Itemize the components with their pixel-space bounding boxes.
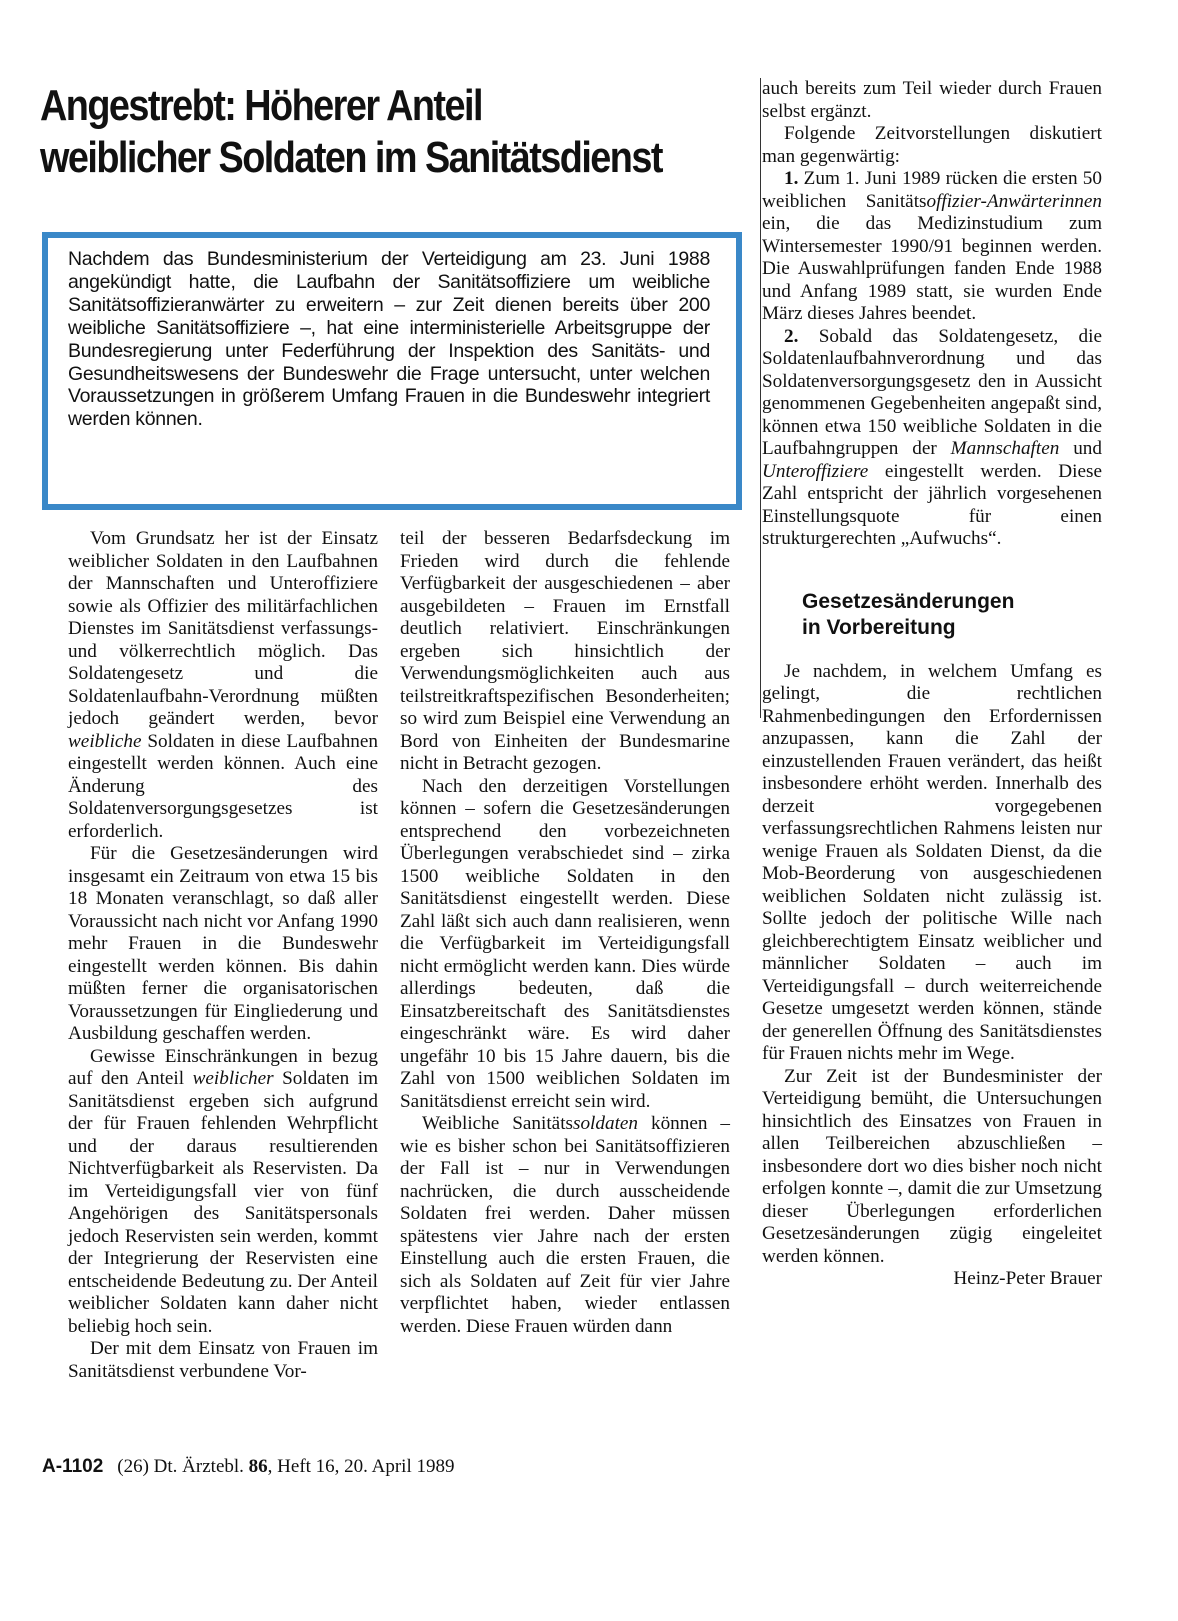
intro-box	[42, 232, 742, 510]
col3-paragraph-3: Je nachdem, in welchem Umfang es gelingt, die rechtlichen Rahmenbedingungen den Erfordernissen anzupassen, kann die Zahl der einzustellenden Frauen verändert, das heißt insbesondere erhöht werden. Innerhalb des derzeit vorgegebenen verfassungsrechtlichen Rahmens leisten nur wenige Frauen als Soldaten Dienst, da die Mob-Beorderung von ausgeschiedenen weiblichen Soldaten nicht zulässig ist. Sollte jedoch der politische Wille nach gleichberechtigtem Einsatz weiblicher und männlicher Soldaten – auch im Verteidigungsfall – durch weiterreichende Gesetze umgesetzt werden können, stände der generellen Öffnung des Sanitätsdienstes für Frauen nichts mehr im Wege.	[762, 660, 1102, 1064]
citation-prefix: (26) Dt. Ärztebl.	[117, 1456, 249, 1477]
title-line-2: weiblicher Soldaten im Sanitätsdienst	[40, 133, 662, 182]
column-2	[400, 528, 730, 1338]
author-name: Heinz-Peter Brauer	[953, 1268, 1102, 1289]
col3-paragraph-0: auch bereits zum Teil wieder durch Frauen selbst ergänzt.	[762, 78, 1102, 122]
column-1	[68, 528, 378, 1383]
column-divider	[760, 78, 761, 718]
col2-paragraph-2: Nach den derzeitigen Vorstellungen können – sofern die Gesetzesänderungen entsprechend den vorbezeichneten Überlegungen verabschiedet sind – zirka 1500 weibliche Soldaten in den Sanitätsdienst eingestellt werden. Diese Zahl läßt sich auch dann realisieren, wenn die Verfügbarkeit im Verteidigungsfall nicht ermöglicht werden kann. Dies würde allerdings bedeuten, daß die Einsatzbereitschaft des Sanitätsdienstes eingeschränkt wäre. Es wird daher ungefähr 10 bis 15 Jahre dauern, bis die Zahl von 1500 weiblichen Soldaten im Sanitätsdienst erreicht sein wird.	[400, 775, 730, 1112]
volume-number: 86	[248, 1456, 268, 1477]
col1-paragraph-4: Der mit dem Einsatz von Frauen im Sanitätsdienst verbundene Vor-	[68, 1338, 378, 1382]
col3-paragraph-4: Zur Zeit ist der Bundesminister der Verteidigung bemüht, die Untersuchungen hinsichtlich des Einsatzes von Frauen in allen Teilbereichen abzuschließen – insbesondere dort wo dies bisher noch nicht erfolgen konnte –, damit die zur Umsetzung dieser Überlegungen erforderlichen Gesetzesänderungen zügig eingeleitet werden können.	[762, 1065, 1102, 1267]
column-3	[762, 78, 1102, 1291]
page-number: A-1102	[42, 1456, 104, 1477]
col1-paragraph-3: Gewisse Einschränkungen in bezug auf den Anteil weiblicher Soldaten im Sanitätsdienst ergeben sich aufgrund der für Frauen fehlenden Wehrpflicht und der daraus resultierenden Nichtverfügbarkeit als Reservisten. Da im Verteidigungsfall vier von fünf Angehörigen des Sanitätspersonals jedoch Reservisten sein werden, kommt der Integrierung der Reservisten eine entscheidende Bedeutung zu. Der Anteil weiblicher Soldaten kann daher nicht beliebig hoch sein.	[68, 1045, 379, 1337]
intro-text: Nachdem das Bundesministerium der Verteidigung am 23. Juni 1988 angekündigt hatte, die Laufbahn der Sanitätsoffiziere um weibliche Sanitätsoffizieranwärter zu erweitern – zur Zeit dienen bereits über 200 weibliche Sanitätsoffiziere –, hat eine interministerielle Arbeitsgruppe der Bundesregierung unter Federführung der Inspektion des Sanitäts- und Gesundheitswesens der Bundeswehr die Frage untersucht, unter welchen Voraussetzungen in größerem Umfang Frauen in die Bundeswehr integriert werden können.	[68, 248, 710, 431]
col1-paragraph-1: Vom Grundsatz her ist der Einsatz weiblicher Soldaten in den Laufbahnen der Mannschaften und Unteroffiziere sowie als Offizier des militärfachlichen Dienstes im Sanitätsdienst verfassungs- und völkerrechtlich möglich. Das Soldatengesetz und die Soldatenlaufbahn-Verordnung müßten jedoch geändert werden, bevor weibliche Soldaten in diese Laufbahnen eingestellt werden können. Auch eine Änderung des Soldatenversorgungsgesetzes ist erforderlich.	[68, 528, 378, 842]
citation-suffix: , Heft 16, 20. April 1989	[267, 1456, 455, 1477]
col3-paragraph-1: Folgende Zeitvorstellungen diskutiert man gegenwärtig:	[762, 123, 1102, 167]
page-footer	[42, 1456, 455, 1478]
col1-paragraph-2: Für die Gesetzesänderungen wird insgesamt ein Zeitraum von etwa 15 bis 18 Monaten veranschlagt, so daß aller Voraussicht nach nicht vor Anfang 1990 mehr Frauen in die Bundeswehr eingestellt werden können. Bis dahin müßten ferner die organisatorischen Voraussetzungen für Eingliederung und Ausbildung geschaffen werden.	[68, 843, 378, 1044]
section-subheading: Gesetzesänderungen in Vorbereitung	[802, 589, 1015, 639]
article-title	[40, 80, 662, 184]
col2-paragraph-3: Weibliche Sanitätssoldaten können – wie es bisher schon bei Sanitätsoffizieren der Fall ist – nur in Verwendungen nachrücken, die durch ausscheidende Soldaten frei werden. Daher müssen spätestens vier Jahre nach der ersten Einstellung auch die ersten Frauen, die sich als Soldaten auf Zeit für vier Jahre verpflichtet haben, wieder entlassen werden. Diese Frauen würden dann	[400, 1113, 730, 1337]
col3-list-item-1: 1. Zum 1. Juni 1989 rücken die ersten 50 weiblichen Sanitätsoffizier-Anwärterinnen ein, die das Medizinstudium zum Wintersemester 1990/91 beginnen werden. Die Auswahlprüfungen fanden Ende 1988 und Anfang 1989 statt, sie wurden Ende März dieses Jahres beendet.	[762, 168, 1102, 324]
title-line-1: Angestrebt: Höherer Anteil	[40, 81, 482, 130]
col2-paragraph-1: teil der besseren Bedarfsdeckung im Frieden wird durch die fehlende Verfügbarkeit der ausgeschiedenen – aber ausgebildeten – Frauen im Ernstfall deutlich relativiert. Einschränkungen ergeben sich hinsichtlich der Verwendungsmöglichkeiten auch aus teilstreitkraftspezifischen Besonderheiten; so wird zum Beispiel eine Verwendung an Bord von Einheiten der Bundesmarine nicht in Betracht gezogen.	[400, 528, 730, 774]
col3-list-item-2: 2. Sobald das Soldatengesetz, die Soldatenlaufbahnverordnung und das Soldatenversorgungsgesetz den in Aussicht genommenen Gegebenheiten angepaßt sind, können etwa 150 weibliche Soldaten in die Laufbahngruppen der Mannschaften und Unteroffiziere eingestellt werden. Diese Zahl entspricht der jährlich vorgesehenen Einstellungsquote für einen strukturgerechten „Aufwuchs“.	[762, 325, 1102, 549]
